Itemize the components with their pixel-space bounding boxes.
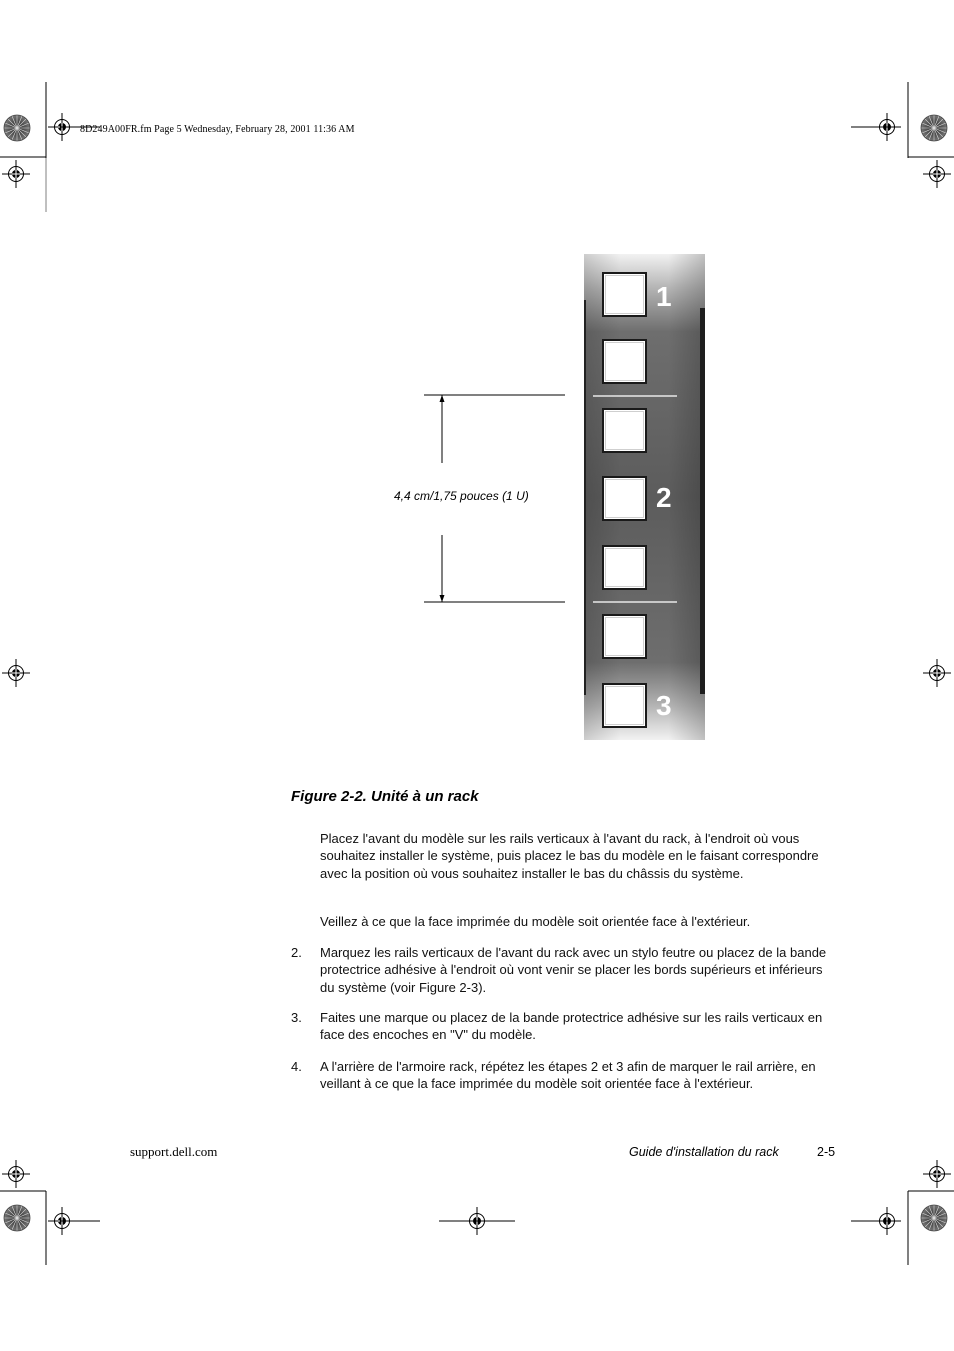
intro-paragraph-2: Veillez à ce que la face imprimée du modèle soit orientée face à l'extérieur. [320,914,751,929]
unit-number-3: 3 [656,690,672,721]
step-text: Marquez les rails verticaux de l'avant du rack avec un stylo feutre ou placez de la bande protectrice adhésive à l'endroit où vont venir se placer les bords supérieurs et inférieurs du système (voir Figure 2-3). [320,945,827,995]
dimension-label: 4,4 cm/1,75 pouces (1 U) [394,489,529,503]
corner-marks-bottom-left [0,1160,100,1265]
step-number: 3. [291,1010,302,1025]
step-number: 2. [291,945,302,960]
registration-mark-bottom-center [439,1207,515,1235]
figure-caption: Figure 2-2. Unité à un rack [291,788,479,805]
step-text: A l'arrière de l'armoire rack, répétez les étapes 2 et 3 afin de marquer le rail arrière, en veillant à ce que la face imprimée du modèle soit orientée face à l'extérieur. [320,1059,816,1092]
rail-hole [603,273,646,316]
rail-hole [603,546,646,589]
rail-hole [603,477,646,520]
unit-number-1: 1 [656,281,672,312]
intro-paragraph-1: Placez l'avant du modèle sur les rails verticaux à l'avant du rack, à l'endroit où vous souhaitez installer le système, puis placez le bas du modèle en le faisant correspondre avec la position où vous souhaitez installer le bas du châssis du système. [320,831,819,881]
step-text: Faites une marque ou placez de la bande protectrice adhésive sur les rails verticaux en face des encoches en "V" du modèle. [320,1010,823,1043]
footer-page-number: 2-5 [817,1145,836,1159]
unit-number-2: 2 [656,482,672,513]
corner-marks-bottom-right [851,1160,954,1265]
rack-rail-illustration [584,254,705,740]
step-number: 4. [291,1059,302,1074]
file-info-header: 8D249A00FR.fm Page 5 Wednesday, February 28, 2001 11:36 AM [80,124,355,135]
corner-marks-top-left [0,82,100,212]
corner-marks-top-right [851,82,954,188]
registration-mark-left [2,659,30,687]
registration-mark-right [923,659,951,687]
footer-site: support.dell.com [130,1144,218,1159]
footer-guide-title: Guide d'installation du rack [629,1145,779,1159]
rail-hole [603,615,646,658]
rail-hole [603,684,646,727]
rail-hole [603,409,646,452]
rail-hole [603,340,646,383]
